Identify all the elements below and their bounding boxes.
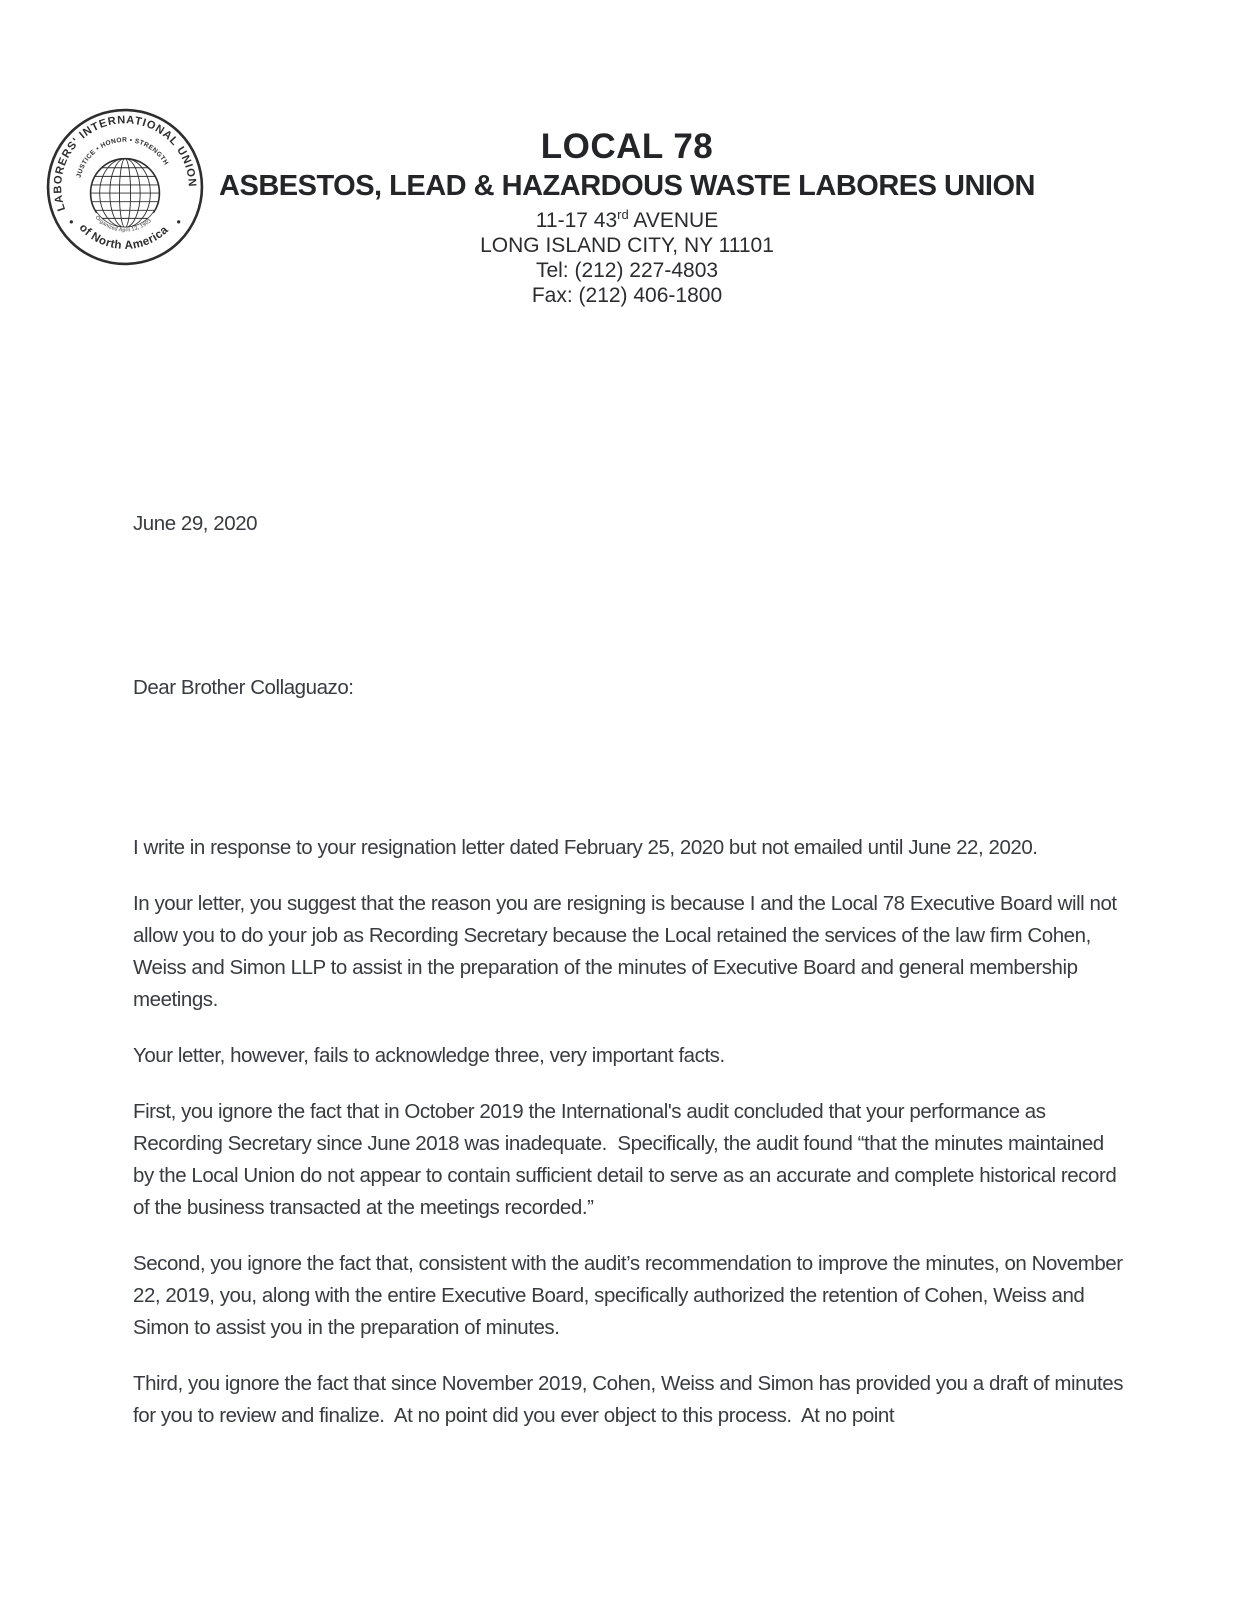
street-name: AVENUE xyxy=(628,209,719,232)
seal-inner-motto-text: JUSTICE • HONOR • STRENGTH xyxy=(75,136,170,179)
salutation: Dear Brother Collaguazo: xyxy=(133,676,354,699)
address-line-city: LONG ISLAND CITY, NY 11101 xyxy=(480,234,774,257)
paragraph-6: Third, you ignore the fact that since November 2019, Cohen, Weiss and Simon has provided you a draft of minutes for you to review and finalize. At no point did you ever object to this process. At no point xyxy=(133,1372,1129,1427)
seal-organized-text: Organized April 13, 1903 xyxy=(93,214,153,234)
paragraph-2: In your letter, you suggest that the reason you are resigning is because I and the Local 78 Executive Board will not allow you to do your job as Recording Secretary because the Local retained the services of the law firm Cohen, Weiss and Simon LLP to assist in the preparation of the minutes of Executive Board and general membership meetings. xyxy=(133,892,1122,1011)
paragraph-3: Your letter, however, fails to acknowledge three, very important facts. xyxy=(133,1044,725,1067)
street-ordinal-suffix: rd xyxy=(617,207,629,222)
letterhead xyxy=(20,127,1234,308)
paragraph-5: Second, you ignore the fact that, consistent with the audit’s recommendation to improve the minutes, on November 22, 2019, you, along with the entire Executive Board, specifically authorized the retention of Cohen, Weiss and Simon to assist you in the preparation of minutes. xyxy=(133,1252,1128,1339)
org-subtitle: ASBESTOS, LEAD & HAZARDOUS WASTE LABORES UNION xyxy=(219,170,1035,202)
phone-line: Tel: (212) 227-4803 xyxy=(535,259,719,282)
letter-date: June 29, 2020 xyxy=(133,512,258,535)
paragraph-4: First, you ignore the fact that in October 2019 the International's audit concluded that your performance as Recording Secretary since June 2018 was inadequate. Specifically, the audit found “that the minutes maintained by the Local Union do not appear to contain sufficient detail to serve as an accurate and complete historical record of the business transacted at the meetings recorded.” xyxy=(133,1100,1122,1219)
fax-line: Fax: (212) 406-1800 xyxy=(531,284,723,307)
street-number: 11-17 43 xyxy=(535,209,618,232)
letterhead-address-block xyxy=(20,208,1234,308)
paragraph-1: I write in response to your resignation letter dated February 25, 2020 but not emailed until June 22, 2020. xyxy=(133,836,1038,859)
seal-outer-top-text: LABORERS' INTERNATIONAL UNION xyxy=(52,114,198,213)
seal-outer-bottom-text: of North America xyxy=(76,221,171,252)
letter-body xyxy=(133,508,1128,1432)
address-line-street xyxy=(20,208,1234,233)
org-title: LOCAL 78 xyxy=(540,127,714,166)
